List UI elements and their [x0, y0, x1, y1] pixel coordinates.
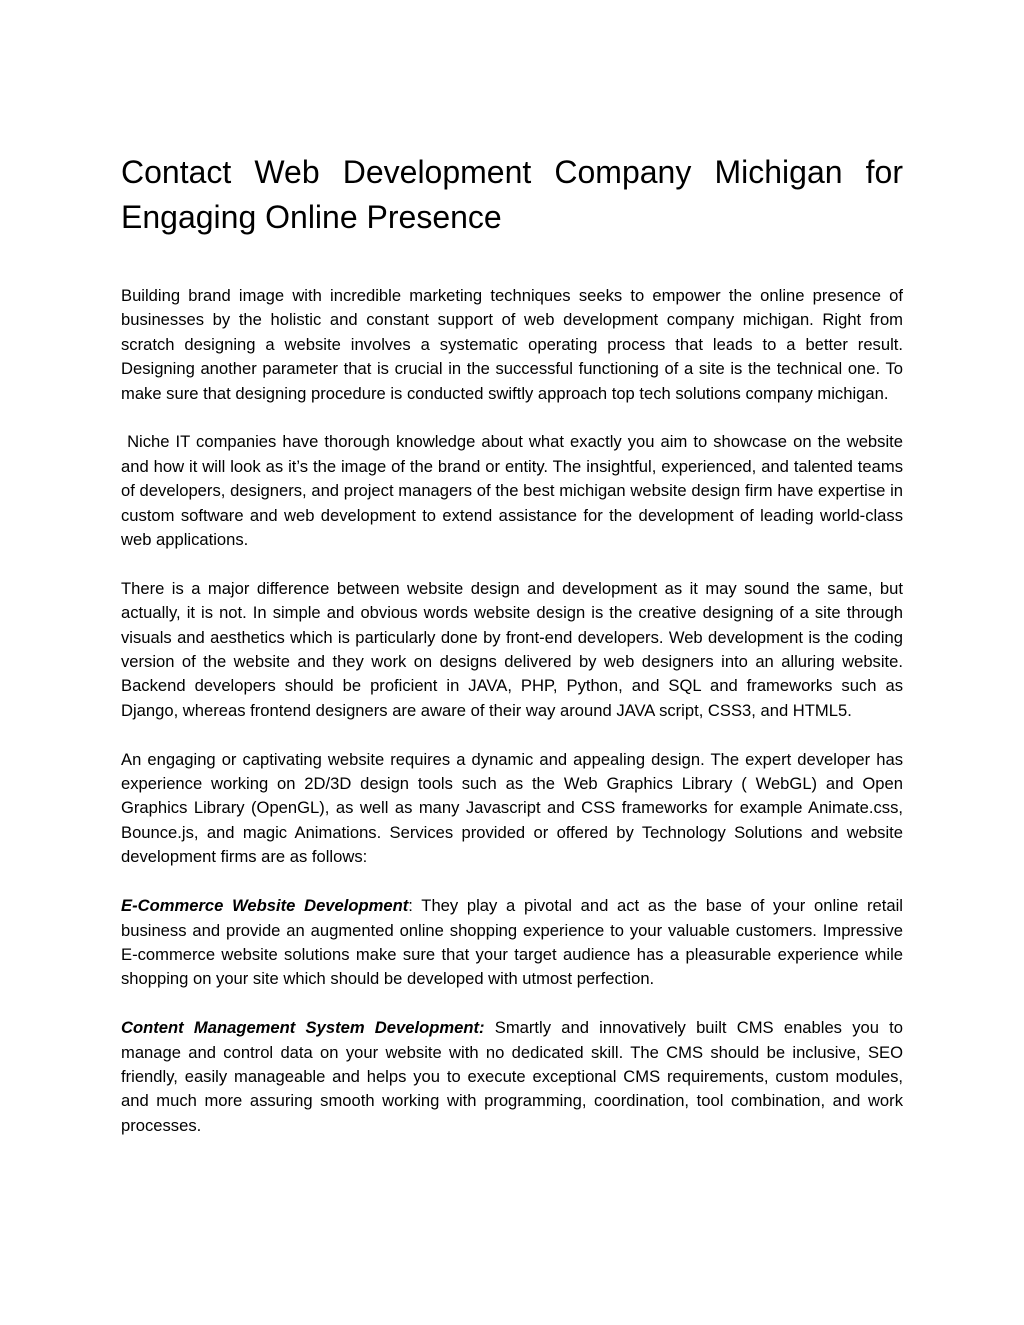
title-line-1: Contact Web Development Company Michigan for [121, 154, 903, 190]
service-cms-term: Content Management System Development: [121, 1018, 485, 1038]
service-cms-text: Smartly and innovatively built CMS enables you to manage and control data on your website with no dedicated skill. The CMS should be inclusive, SEO friendly, easily manageable and helps you to execute exceptional CMS requirements, custom modules, and much more assuring smooth working with programming, coordination, tool combination, and work processes. [121, 1018, 904, 1135]
service-cms [121, 1016, 903, 1138]
body-paragraph-2: Niche IT companies have thorough knowledge about what exactly you aim to showcase on the website and how it will look as it’s the image of the brand or entity. The insightful, experienced, and talented teams of developers, designers, and project managers of the best michigan website design firm have expertise in custom software and web development to extend assistance for the development of leading world-class web applications. [121, 432, 908, 550]
title-line-2: Engaging Online Presence [121, 199, 502, 235]
page-title [121, 150, 903, 240]
service-ecommerce [121, 894, 903, 992]
service-ecommerce-term: E-Commerce Website Development [121, 896, 409, 916]
service-ecommerce-text: They play a pivotal and act as the base of your online retail business and provide an augmented online shopping experience to your valuable customers. Impressive E-commerce website solutions make sure that your target audience has a pleasurable experience while shopping on your site which should be developed with utmost perfection. [121, 896, 903, 989]
body-paragraph-3: There is a major difference between website design and development as it may sound the same, but actually, it is not. In simple and obvious words website design is the creative designing of a site through visuals and aesthetics which is particularly done by front-end developers. Web development is the coding version of the website and they work on designs delivered by web designers into an alluring website. Backend developers should be proficient in JAVA, PHP, Python, and SQL and frameworks such as Django, whereas frontend designers are aware of their way around JAVA script, CSS3, and HTML5. [121, 578, 903, 720]
body-paragraph-4: An engaging or captivating website requires a dynamic and appealing design. The expert developer has experience working on 2D/3D design tools such as the Web Graphics Library ( WebGL) and Open Graphics Library (OpenGL), as well as many Javascript and CSS frameworks for example Animate.css, Bounce.js, and magic Animations. Services provided or offered by Technology Solutions and website development firms are as follows: [121, 749, 903, 867]
body-paragraph-1: Building brand image with incredible marketing techniques seeks to empower the online presence of businesses by the holistic and constant support of web development company michigan. Right from scratch designing a website involves a systematic operating process that leads to a better result. Designing another parameter that is crucial in the successful functioning of a site is the technical one. To make sure that designing procedure is conducted swiftly approach top tech solutions company michigan. [121, 286, 903, 403]
document-page [121, 150, 908, 1138]
service-ecommerce-separator: : [408, 896, 413, 916]
